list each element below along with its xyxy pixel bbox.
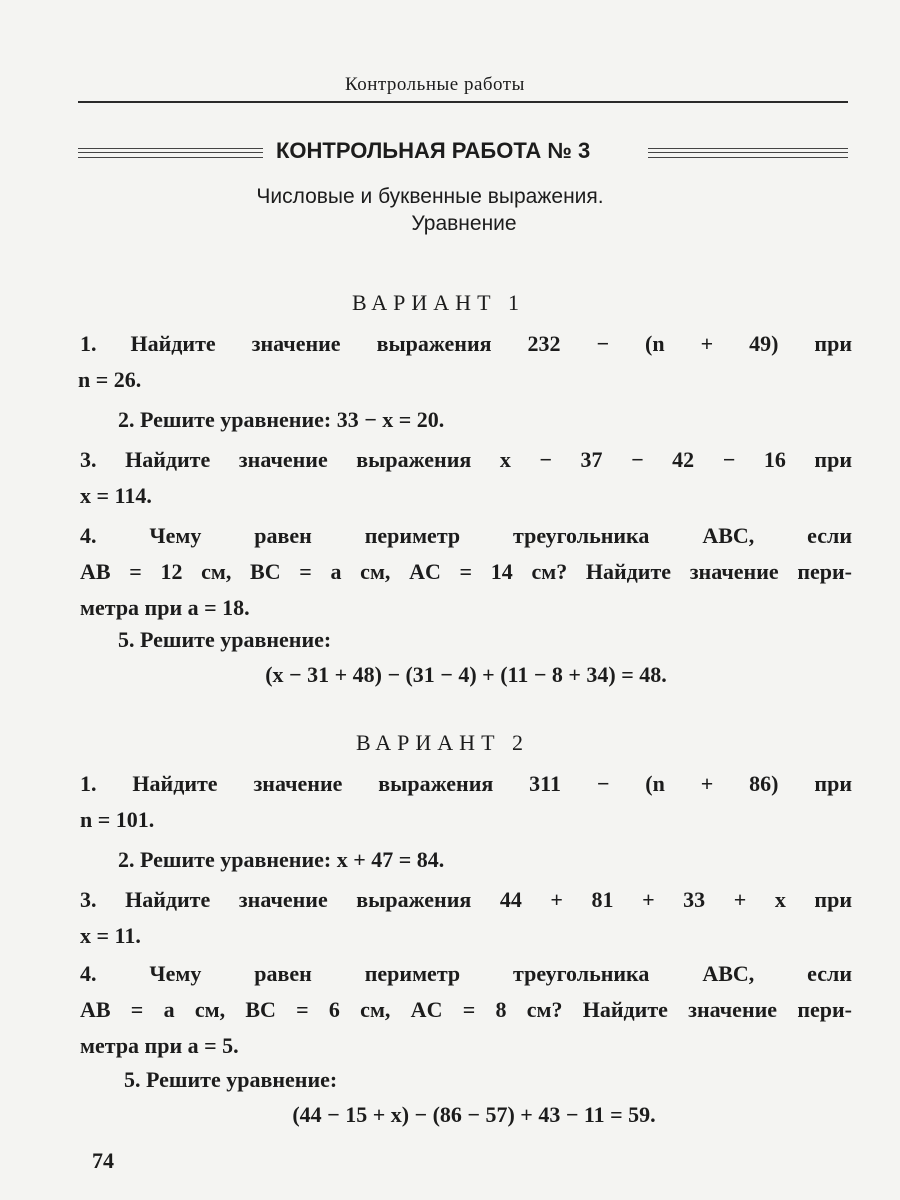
task-number: 2. <box>118 407 135 432</box>
variant-2-task-5 <box>124 1062 896 1098</box>
variant-1-equation: (x − 31 + 48) − (31 − 4) + (11 − 8 + 34) = 48. <box>265 662 667 687</box>
task-text-cont: x = 11. <box>80 923 141 948</box>
task-number: 1. <box>80 331 97 356</box>
task-text: Решите уравнение: x + 47 = 84. <box>140 847 445 872</box>
variant-2-equation: (44 − 15 + x) − (86 − 57) + 43 − 11 = 59. <box>292 1102 656 1127</box>
work-title: КОНТРОЛЬНАЯ РАБОТА № 3 <box>276 138 591 163</box>
task-number: 4. <box>80 961 97 986</box>
page-number: 74 <box>92 1148 114 1173</box>
variant-1-task-2 <box>118 402 890 438</box>
variant-2-task-2 <box>118 842 890 878</box>
task-text: Найдите значение выражения x − 37 − 42 − 16 при <box>125 447 853 472</box>
variant-1-task-5 <box>118 622 890 658</box>
task-number: 5. <box>118 627 135 652</box>
subtitle-line-2: Уравнение <box>411 212 517 235</box>
variant-2-task-3 <box>80 882 852 954</box>
task-text: Решите уравнение: <box>140 627 332 652</box>
task-text: Найдите значение выражения 311 − (n + 86) при <box>132 771 852 796</box>
task-text: Решите уравнение: 33 − x = 20. <box>140 407 445 432</box>
task-number: 2. <box>118 847 135 872</box>
title-ornament-left <box>78 148 263 158</box>
task-text-cont: n = 26. <box>78 367 142 392</box>
task-text: Чему равен периметр треугольника ABC, если <box>149 523 852 548</box>
title-ornament-right <box>648 148 848 158</box>
task-number: 3. <box>80 447 97 472</box>
task-text-cont: AB = a см, BC = 6 см, AC = 8 см? Найдите значение пери- <box>80 997 852 1022</box>
task-text-cont: x = 114. <box>80 483 152 508</box>
task-text-cont-2: метра при a = 5. <box>80 1033 239 1058</box>
subtitle-line-1: Числовые и буквенные выражения. <box>256 185 604 208</box>
variant-1-heading: ВАРИАНТ 1 <box>352 290 526 315</box>
variant-1-task-3 <box>80 442 852 514</box>
task-text-cont: n = 101. <box>80 807 155 832</box>
variant-1-task-4 <box>80 518 852 626</box>
variant-2-heading: ВАРИАНТ 2 <box>356 730 530 755</box>
task-number: 1. <box>80 771 97 796</box>
task-text-cont: AB = 12 см, BC = a см, AC = 14 см? Найдите значение пери- <box>80 559 852 584</box>
task-text: Найдите значение выражения 232 − (n + 49) при <box>130 331 853 356</box>
task-text: Решите уравнение: <box>146 1067 338 1092</box>
variant-2-task-4 <box>80 956 852 1064</box>
running-head: Контрольные работы <box>345 74 525 95</box>
title-row <box>78 138 848 168</box>
task-text-cont-2: метра при a = 18. <box>80 595 250 620</box>
task-number: 3. <box>80 887 97 912</box>
task-number: 4. <box>80 523 97 548</box>
variant-1-task-1 <box>80 326 852 398</box>
task-text: Чему равен периметр треугольника ABC, если <box>149 961 852 986</box>
header-rule <box>78 101 848 103</box>
variant-2-task-1 <box>80 766 852 838</box>
task-text: Найдите значение выражения 44 + 81 + 33 + x при <box>125 887 853 912</box>
task-number: 5. <box>124 1067 141 1092</box>
